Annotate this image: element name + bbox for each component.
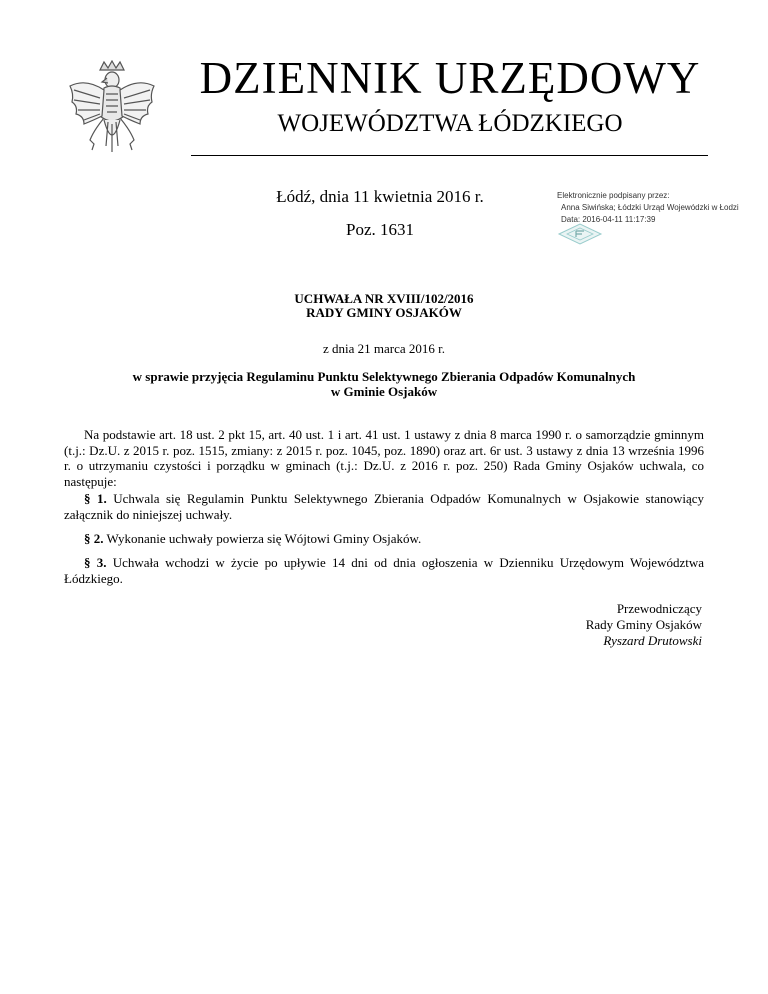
section-1-label: § 1. xyxy=(84,491,107,506)
signer-name: Ryszard Drutowski xyxy=(603,633,702,648)
section-2-label: § 2. xyxy=(84,531,104,546)
preamble-paragraph: Na podstawie art. 18 ust. 2 pkt 15, art. 40 ust. 1 i art. 41 ust. 1 ustawy z dnia 8 marca 1990 r. o samorządzie gminnym (t.j.: Dz.U. z 2015 r. poz. 1515, zmiany: z 2015 r. poz. 1045, poz. 1890) oraz art. 6r ust. 3 ustawy z dnia 13 września 1996 r. o utrzymaniu czystości i porządku w gminach (t.j.: Dz.U. z 2016 r. poz. 250) Rada Gminy Osjaków uchwala, co następuje: xyxy=(64,427,704,489)
journal-title: DZIENNIK URZĘDOWY xyxy=(199,53,701,103)
subject-line-2: w Gminie Osjaków xyxy=(330,384,438,399)
section-1-text: Uchwala się Regulamin Punktu Selektywnego Zbierania Odpadów Komunalnych w Osjakowie stanowiący załącznik do niniejszej uchwały. xyxy=(64,491,705,522)
section-2-paragraph xyxy=(64,531,704,547)
resolution-date: z dnia 21 marca 2016 r. xyxy=(322,341,445,356)
section-3-paragraph xyxy=(64,555,704,586)
electronic-signature-info xyxy=(557,190,757,226)
section-3-label: § 3. xyxy=(84,555,107,570)
header-divider xyxy=(191,155,708,156)
resolution-title: UCHWAŁA NR XVIII/102/2016 xyxy=(294,291,474,306)
e-signature-stamp-icon xyxy=(557,222,603,246)
section-1-paragraph xyxy=(64,491,704,522)
section-2-text: Wykonanie uchwały powierza się Wójtowi Gminy Osjaków. xyxy=(103,531,422,546)
signature-date: Data: 2016-04-11 11:17:39 xyxy=(561,215,656,224)
signoff-block xyxy=(480,601,702,649)
resolution-issuer: RADY GMINY OSJAKÓW xyxy=(306,305,462,320)
section-3-text: Uchwała wchodzi w życie po upływie 14 dni od dnia ogłoszenia w Dzienniku Urzędowym Województwa Łódzkiego. xyxy=(64,555,705,586)
publication-position: Poz. 1631 xyxy=(346,220,414,239)
subject-line-1: w sprawie przyjęcia Regulaminu Punktu Selektywnego Zbierania Odpadów Komunalnych xyxy=(132,369,636,384)
publication-date: Łódź, dnia 11 kwietnia 2016 r. xyxy=(276,187,484,206)
signature-heading: Elektronicznie podpisany przez: xyxy=(557,191,670,200)
resolution-subject xyxy=(64,369,704,399)
journal-subtitle: WOJEWÓDZTWA ŁÓDZKIEGO xyxy=(277,110,623,137)
polish-eagle-emblem-icon xyxy=(64,60,160,164)
signature-signer: Anna Siwińska; Łódzki Urząd Wojewódzki w Łodzi xyxy=(561,203,739,212)
signer-role: Przewodniczący xyxy=(616,601,702,616)
signer-council: Rady Gminy Osjaków xyxy=(585,617,702,632)
